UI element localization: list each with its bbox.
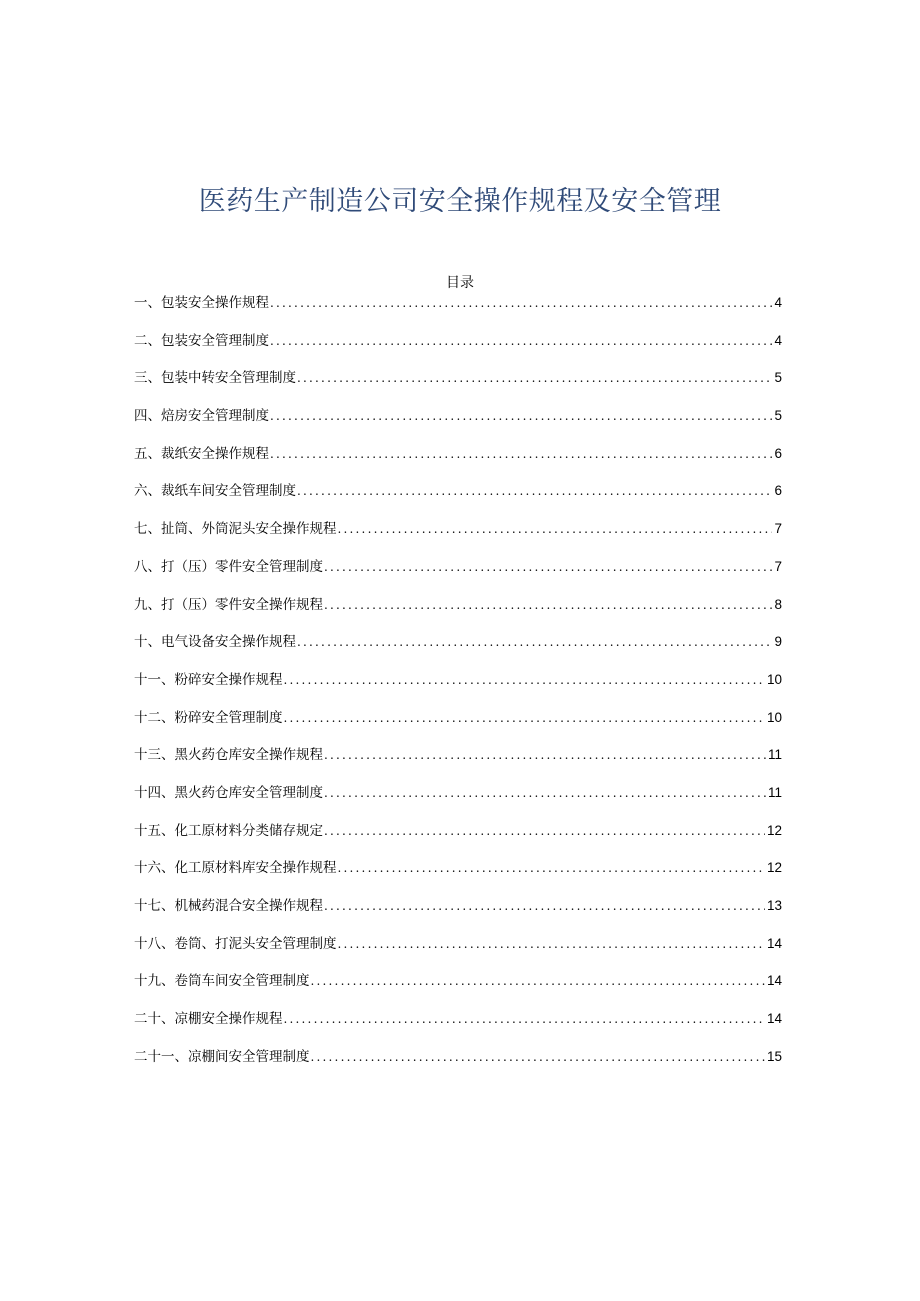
toc-dot-leader (270, 330, 772, 352)
toc-entry[interactable] (134, 707, 782, 745)
toc-entry[interactable] (134, 631, 782, 669)
toc-entry-page-number: 11 (767, 747, 782, 763)
toc-entry-label: 十四、黑火药仓库安全管理制度 (134, 784, 323, 801)
toc-entry-label: 十五、化工原材料分类储存规定 (134, 822, 323, 839)
toc-dot-leader (338, 933, 765, 955)
toc-entry-page-number: 13 (766, 898, 782, 913)
toc-entry-page-number: 6 (774, 483, 782, 499)
toc-entry[interactable] (134, 594, 782, 632)
toc-dot-leader (270, 443, 772, 465)
toc-entry-page-number: 7 (774, 521, 782, 537)
toc-entry[interactable] (134, 857, 782, 895)
toc-entry[interactable] (134, 820, 782, 858)
toc-entry[interactable] (134, 782, 782, 820)
toc-entry[interactable] (134, 933, 782, 971)
toc-dot-leader (284, 669, 765, 691)
toc-entry[interactable] (134, 669, 782, 707)
toc-entry-page-number: 6 (774, 445, 782, 461)
toc-dot-leader (338, 518, 773, 540)
toc-dot-leader (297, 631, 772, 653)
toc-entry[interactable] (134, 443, 782, 481)
toc-entry-page-number: 12 (766, 860, 782, 876)
toc-entry-label: 九、打（压）零件安全操作规程 (134, 596, 323, 613)
toc-entry[interactable] (134, 1046, 782, 1084)
toc-entry-page-number: 10 (766, 709, 782, 725)
toc-entry[interactable] (134, 970, 782, 1008)
toc-entry[interactable] (134, 405, 782, 443)
toc-entry-label: 二十一、凉棚间安全管理制度 (134, 1048, 310, 1065)
toc-entry-page-number: 7 (774, 558, 782, 574)
toc-entry-label: 十九、卷筒车间安全管理制度 (134, 973, 310, 990)
toc-entry-page-number: 4 (774, 295, 782, 310)
toc-entry[interactable] (134, 556, 782, 594)
toc-entry-label: 三、包装中转安全管理制度 (134, 370, 296, 387)
toc-entry-page-number: 14 (766, 935, 782, 951)
toc-entry-label: 十八、卷筒、打泥头安全管理制度 (134, 935, 337, 952)
toc-entry-label: 十六、化工原材料库安全操作规程 (134, 860, 337, 877)
toc-entry-label: 十七、机械药混合安全操作规程 (134, 898, 323, 914)
document-title: 医药生产制造公司安全操作规程及安全管理 (198, 186, 722, 217)
toc-entry-label: 十、电气设备安全操作规程 (134, 634, 296, 651)
toc-entry-label: 十一、粉碎安全操作规程 (134, 671, 283, 688)
toc-entry-label: 十三、黑火药仓库安全操作规程 (134, 747, 323, 764)
toc-entry-label: 二十、凉棚安全操作规程 (134, 1011, 283, 1028)
toc-entry[interactable] (134, 518, 782, 556)
toc-entry-page-number: 10 (766, 671, 782, 687)
toc-entry-page-number: 5 (774, 408, 782, 424)
toc-dot-leader (324, 782, 766, 804)
toc-dot-leader (297, 367, 772, 389)
toc-entry-page-number: 12 (766, 822, 782, 838)
toc-heading: 目录 (446, 275, 474, 291)
toc-dot-leader (311, 970, 765, 992)
toc-dot-leader (297, 480, 772, 502)
toc-entry[interactable] (134, 1008, 782, 1046)
toc-entry[interactable] (134, 895, 782, 933)
toc-entry-page-number: 14 (766, 973, 782, 989)
toc-entry[interactable] (134, 292, 782, 330)
toc-entry-page-number: 5 (774, 370, 782, 386)
toc-entry-page-number: 4 (774, 332, 782, 348)
toc-entry-page-number: 14 (766, 1011, 782, 1027)
toc-entry[interactable] (134, 480, 782, 518)
toc-entry[interactable] (134, 330, 782, 368)
toc-entry-page-number: 15 (766, 1048, 782, 1064)
table-of-contents (134, 292, 782, 1083)
toc-dot-leader (324, 820, 765, 842)
toc-entry-label: 五、裁纸安全操作规程 (134, 445, 269, 462)
toc-entry-label: 十二、粉碎安全管理制度 (134, 709, 283, 726)
toc-dot-leader (324, 895, 765, 917)
toc-dot-leader (270, 405, 772, 427)
toc-entry-page-number: 8 (774, 596, 782, 612)
toc-entry-label: 七、扯筒、外筒泥头安全操作规程 (134, 521, 337, 538)
toc-entry[interactable] (134, 367, 782, 405)
toc-entry-label: 四、焙房安全管理制度 (134, 408, 269, 425)
toc-dot-leader (324, 744, 766, 766)
toc-entry-label: 二、包装安全管理制度 (134, 332, 269, 349)
toc-dot-leader (324, 594, 772, 616)
toc-dot-leader (338, 857, 765, 879)
toc-dot-leader (284, 707, 765, 729)
toc-dot-leader (270, 292, 772, 314)
toc-entry-label: 一、包装安全操作规程 (134, 295, 269, 311)
toc-entry[interactable] (134, 744, 782, 782)
toc-entry-page-number: 9 (774, 634, 782, 650)
toc-dot-leader (311, 1046, 765, 1068)
toc-entry-label: 六、裁纸车间安全管理制度 (134, 483, 296, 500)
toc-entry-page-number: 11 (767, 784, 782, 800)
toc-dot-leader (324, 556, 772, 578)
toc-entry-label: 八、打（压）零件安全管理制度 (134, 558, 323, 575)
toc-dot-leader (284, 1008, 765, 1030)
